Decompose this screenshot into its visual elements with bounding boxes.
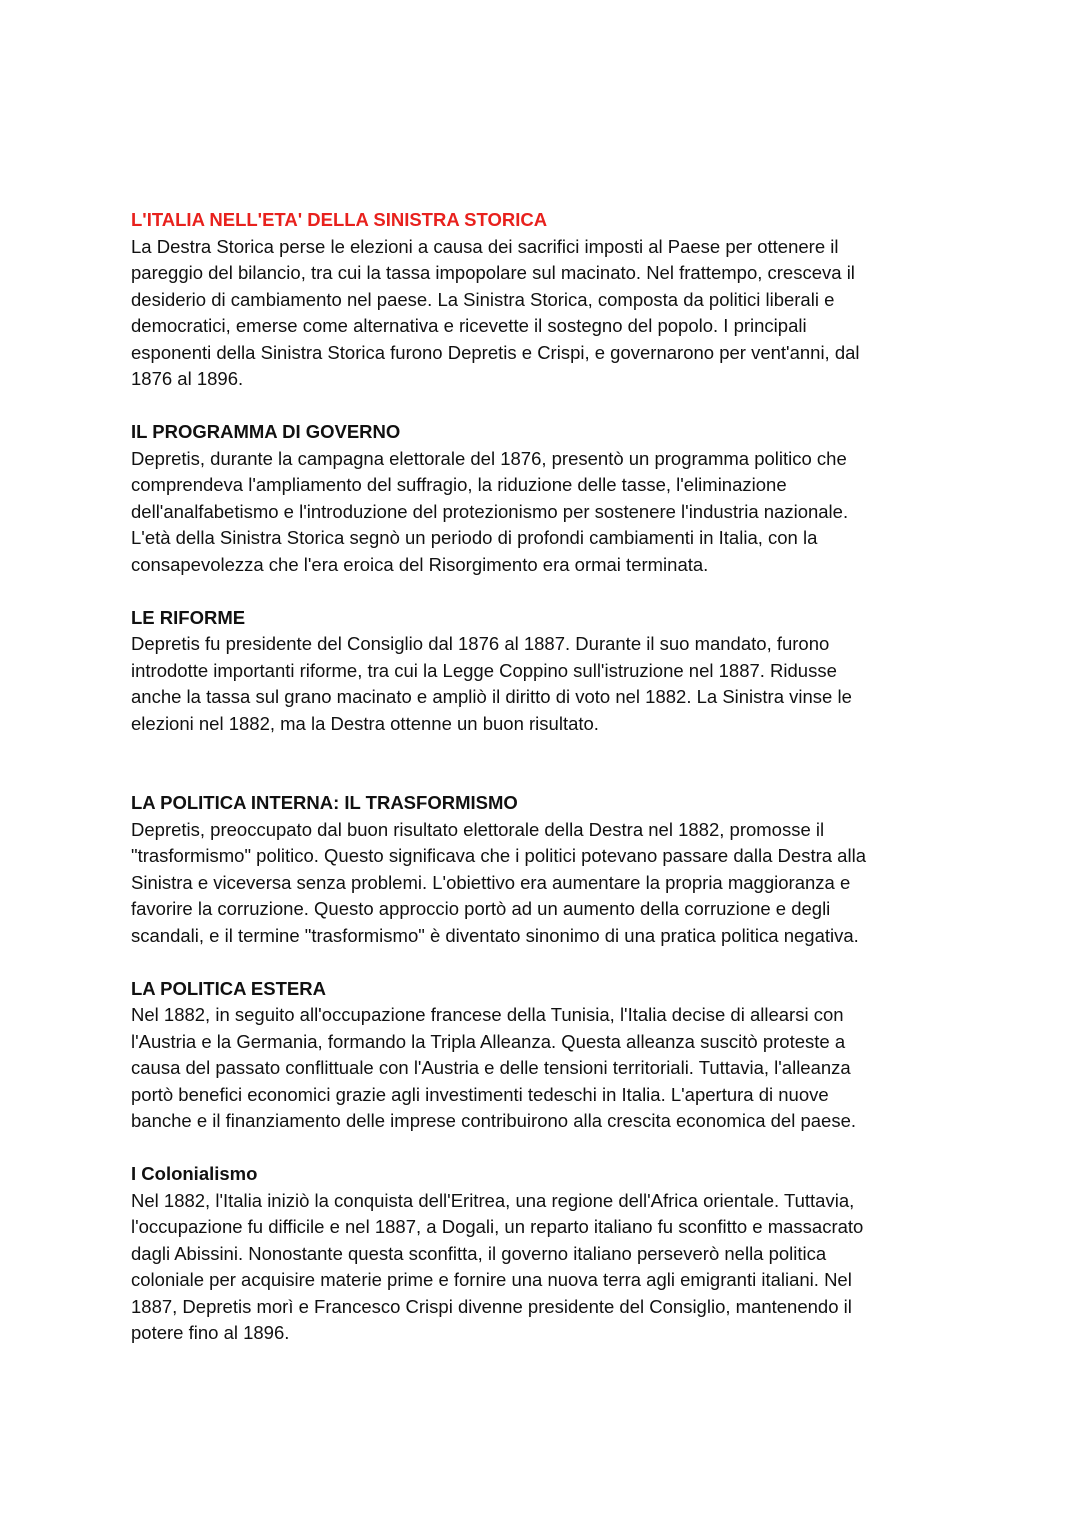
text-line: La Destra Storica perse le elezioni a causa dei sacrifici imposti al Paese per ottenere il — [131, 235, 839, 257]
section-riforme — [131, 605, 931, 738]
section-heading: LA POLITICA ESTERA — [131, 977, 326, 999]
paragraph — [131, 1188, 931, 1347]
text-line: dagli Abissini. Nonostante questa sconfitta, il governo italiano perseverò nella politica — [131, 1242, 827, 1264]
text-line: l'Austria e la Germania, formando la Tripla Alleanza. Questa alleanza suscitò proteste a — [131, 1030, 846, 1052]
section-politica-interna — [131, 790, 931, 949]
section-colonialismo — [131, 1161, 931, 1347]
text-line: "trasformismo" politico. Questo significava che i politici potevano passare dalla Destra alla — [131, 845, 866, 866]
text-line: Nel 1882, in seguito all'occupazione francese della Tunisia, l'Italia decise di allearsi con — [131, 1004, 844, 1025]
text-line: desiderio di cambiamento nel paese. La Sinistra Storica, composta da politici liberali e — [131, 288, 835, 310]
text-line: 1876 al 1896. — [131, 368, 244, 389]
text-line: elezioni nel 1882, ma la Destra ottenne un buon risultato. — [131, 712, 599, 734]
text-line: Depretis, preoccupato dal buon risultato elettorale della Destra nel 1882, promosse il — [131, 818, 825, 840]
text-line: introdotte importanti riforme, tra cui la Legge Coppino sull'istruzione nel 1887. Ridusse — [131, 659, 837, 681]
paragraph — [131, 446, 931, 579]
text-line: pareggio del bilancio, tra cui la tassa impopolare sul macinato. Nel frattempo, cresceva il — [131, 262, 855, 283]
text-line: 1887, Depretis morì e Francesco Crispi divenne presidente del Consiglio, mantenendo il — [131, 1295, 852, 1317]
section-heading: LA POLITICA INTERNA: IL TRASFORMISMO — [131, 792, 518, 813]
text-line: favorire la corruzione. Questo approccio portò ad un aumento della corruzione e degli — [131, 898, 831, 919]
section-politica-estera — [131, 976, 931, 1135]
text-line: comprendeva l'ampliamento del suffragio, la riduzione delle tasse, l'eliminazione — [131, 474, 787, 495]
paragraph — [131, 234, 931, 393]
text-line: coloniale per acquisire materie prime e fornire una nuova terra agli emigranti italiani. Nel — [131, 1269, 852, 1290]
section-sinistra-storica — [131, 207, 931, 393]
document-title: L'ITALIA NELL'ETA' DELLA SINISTRA STORICA — [131, 209, 548, 230]
text-line: Depretis fu presidente del Consiglio dal 1876 al 1887. Durante il suo mandato, furono — [131, 633, 830, 654]
text-line: anche la tassa sul grano macinato e ampliò il diritto di voto nel 1882. La Sinistra vinse le — [131, 686, 852, 707]
document-page — [131, 207, 931, 1347]
text-line: Depretis, durante la campagna elettorale del 1876, presentò un programma politico che — [131, 447, 847, 469]
paragraph — [131, 817, 931, 950]
text-line: l'occupazione fu difficile e nel 1887, a Dogali, un reparto italiano fu sconfitto e massacrato — [131, 1216, 864, 1237]
text-line: dell'analfabetismo e l'introduzione del protezionismo per sostenere l'industria nazionale. — [131, 500, 849, 522]
text-line: esponenti della Sinistra Storica furono Depretis e Crispi, e governarono per vent'anni, dal — [131, 341, 860, 363]
text-line: scandali, e il termine "trasformismo" è diventato sinonimo di una pratica politica negativa. — [131, 924, 859, 946]
text-line: portò benefici economici grazie agli investimenti tedeschi in Italia. L'apertura di nuove — [131, 1083, 829, 1105]
text-line: democratici, emerse come alternativa e ricevette il sostegno del popolo. I principali — [131, 315, 807, 336]
text-line: consapevolezza che l'era eroica del Risorgimento era ormai terminata. — [131, 553, 709, 575]
text-line: Sinistra e viceversa senza problemi. L'obiettivo era aumentare la propria maggioranza e — [131, 871, 851, 893]
text-line: banche e il finanziamento delle imprese contribuirono alla crescita economica del paese. — [131, 1110, 856, 1131]
paragraph — [131, 631, 931, 737]
section-programma — [131, 419, 931, 578]
section-heading: I Colonialismo — [131, 1163, 258, 1184]
section-heading: IL PROGRAMMA DI GOVERNO — [131, 421, 401, 442]
text-line: causa del passato conflittuale con l'Austria e delle tensioni territoriali. Tuttavia, l'alleanza — [131, 1057, 851, 1078]
text-line: potere fino al 1896. — [131, 1322, 290, 1343]
text-line: Nel 1882, l'Italia iniziò la conquista dell'Eritrea, una regione dell'Africa orientale. Tuttavia, — [131, 1189, 855, 1211]
section-heading: LE RIFORME — [131, 606, 246, 628]
text-line: L'età della Sinistra Storica segnò un periodo di profondi cambiamenti in Italia, con la — [131, 527, 818, 548]
paragraph — [131, 1002, 931, 1135]
